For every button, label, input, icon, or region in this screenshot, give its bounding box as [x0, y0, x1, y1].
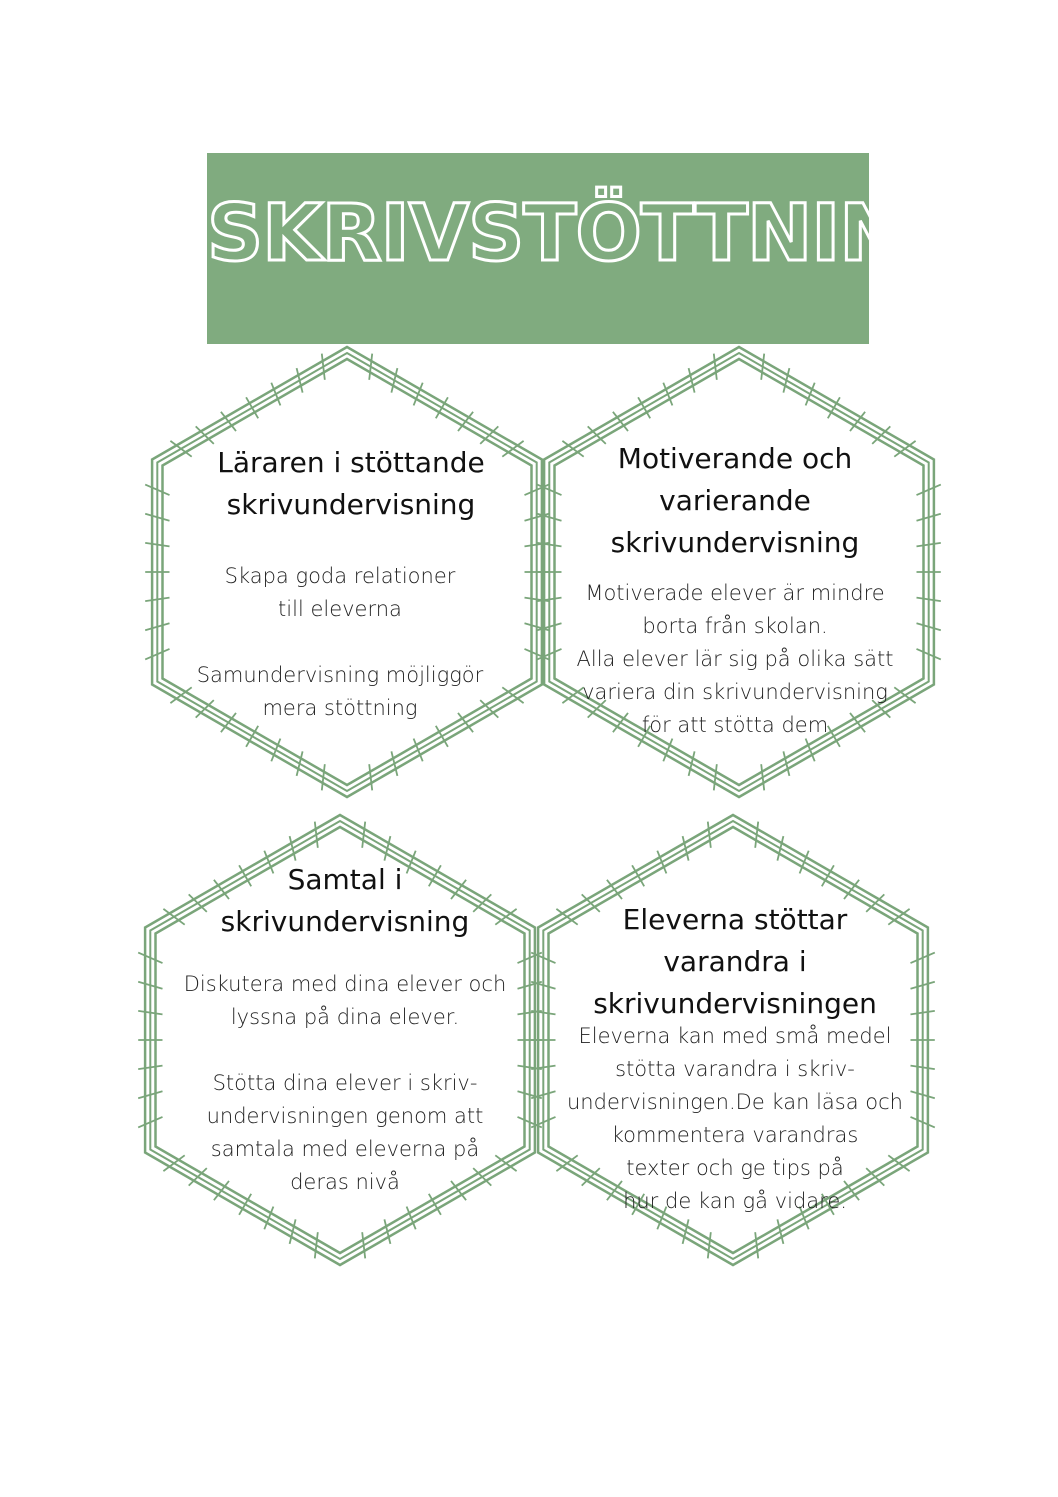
hex-2-text-1: Motiverade elever är mindre borta från skolan. Alla elever lär sig på olika sätt variera din skrivundervisning för att stötta dem: [576, 581, 894, 737]
page-title: SKRIVSTÖTTNING: [207, 189, 967, 279]
hex-4-title: Eleverna stöttar varandra i skrivundervisningen: [593, 903, 877, 1020]
hex-3-text-2: Stötta dina elever i skriv- undervisningen genom att samtala med eleverna på deras nivå: [206, 1071, 484, 1194]
hex-3-text-1: Diskutera med dina elever och lyssna på dina elever.: [183, 972, 507, 1029]
hex-1-text-2: Samundervisning möjliggör mera stöttning: [196, 663, 484, 720]
hex-1-title: Läraren i stöttande skrivundervisning: [217, 446, 485, 521]
hex-4-text-1: Eleverna kan med små medel stötta varandra i skriv- undervisningen.De kan läsa och kommentera varandras texter och ge tips på hur de kan gå vidare.: [567, 1024, 903, 1213]
hex-3-title: Samtal i skrivundervisning: [220, 863, 470, 938]
hex-2-title: Motiverande och varierande skrivundervisning: [610, 442, 860, 559]
hex-1-text-1: Skapa goda relationer till eleverna: [224, 564, 456, 621]
